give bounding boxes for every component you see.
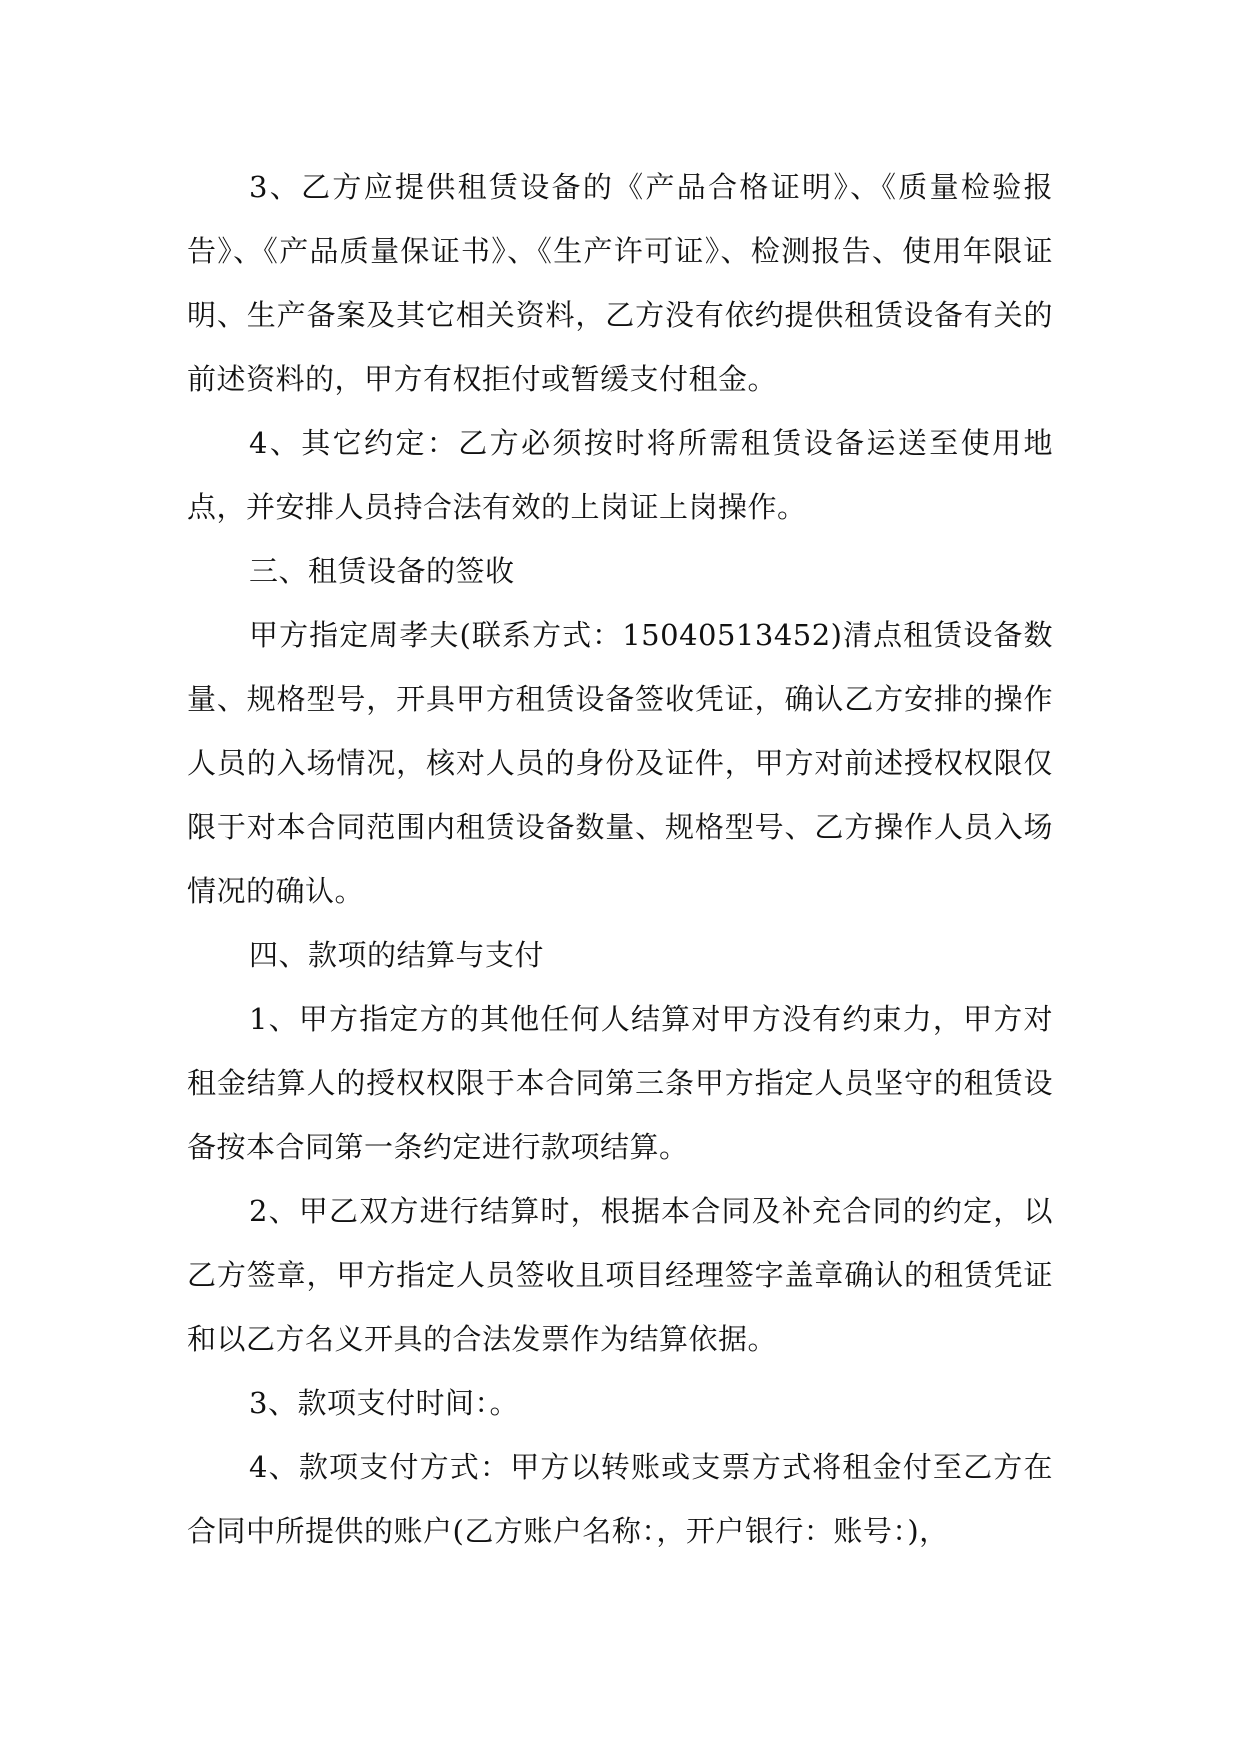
clause-4-3-payment-time: 3、款项支付时间：。	[249, 1386, 519, 1420]
clause-4-1-settlement-authority: 1、甲方指定方的其他任何人结算对甲方没有约束力，甲方对租金结算人的授权权限于本合同第三条甲方指定人员坚守的租赁设备按本合同第一条约定进行款项结算。	[187, 1002, 1053, 1164]
section-4-heading: 四、款项的结算与支付	[249, 938, 545, 972]
clause-2-4-other-agreements: 4、其它约定：乙方必须按时将所需租赁设备运送至使用地点，并安排人员持合法有效的上岗证上岗操作。	[187, 426, 1053, 524]
section-3-heading: 三、租赁设备的签收	[249, 554, 515, 588]
contract-text	[187, 155, 1053, 1563]
clause-2-3-equipment-documents: 3、乙方应提供租赁设备的《产品合格证明》、《质量检验报告》、《产品质量保证书》、《生产许可证》、检测报告、使用年限证明、生产备案及其它相关资料，乙方没有依约提供租赁设备有关的前述资料的，甲方有权拒付或暂缓支付租金。	[187, 170, 1053, 396]
section-3-receipt-text: 甲方指定周孝夫(联系方式：15040513452)清点租赁设备数量、规格型号，开具甲方租赁设备签收凭证，确认乙方安排的操作人员的入场情况，核对人员的身份及证件，甲方对前述授权权限仅限于对本合同范围内租赁设备数量、规格型号、乙方操作人员入场情况的确认。	[187, 618, 1053, 908]
clause-4-2-settlement-basis: 2、甲乙双方进行结算时，根据本合同及补充合同的约定，以乙方签章，甲方指定人员签收且项目经理签字盖章确认的租赁凭证和以乙方名义开具的合法发票作为结算依据。	[187, 1194, 1053, 1356]
clause-4-4-payment-method: 4、款项支付方式：甲方以转账或支票方式将租金付至乙方在合同中所提供的账户(乙方账户名称：，开户银行：账号：)，	[187, 1450, 1053, 1548]
